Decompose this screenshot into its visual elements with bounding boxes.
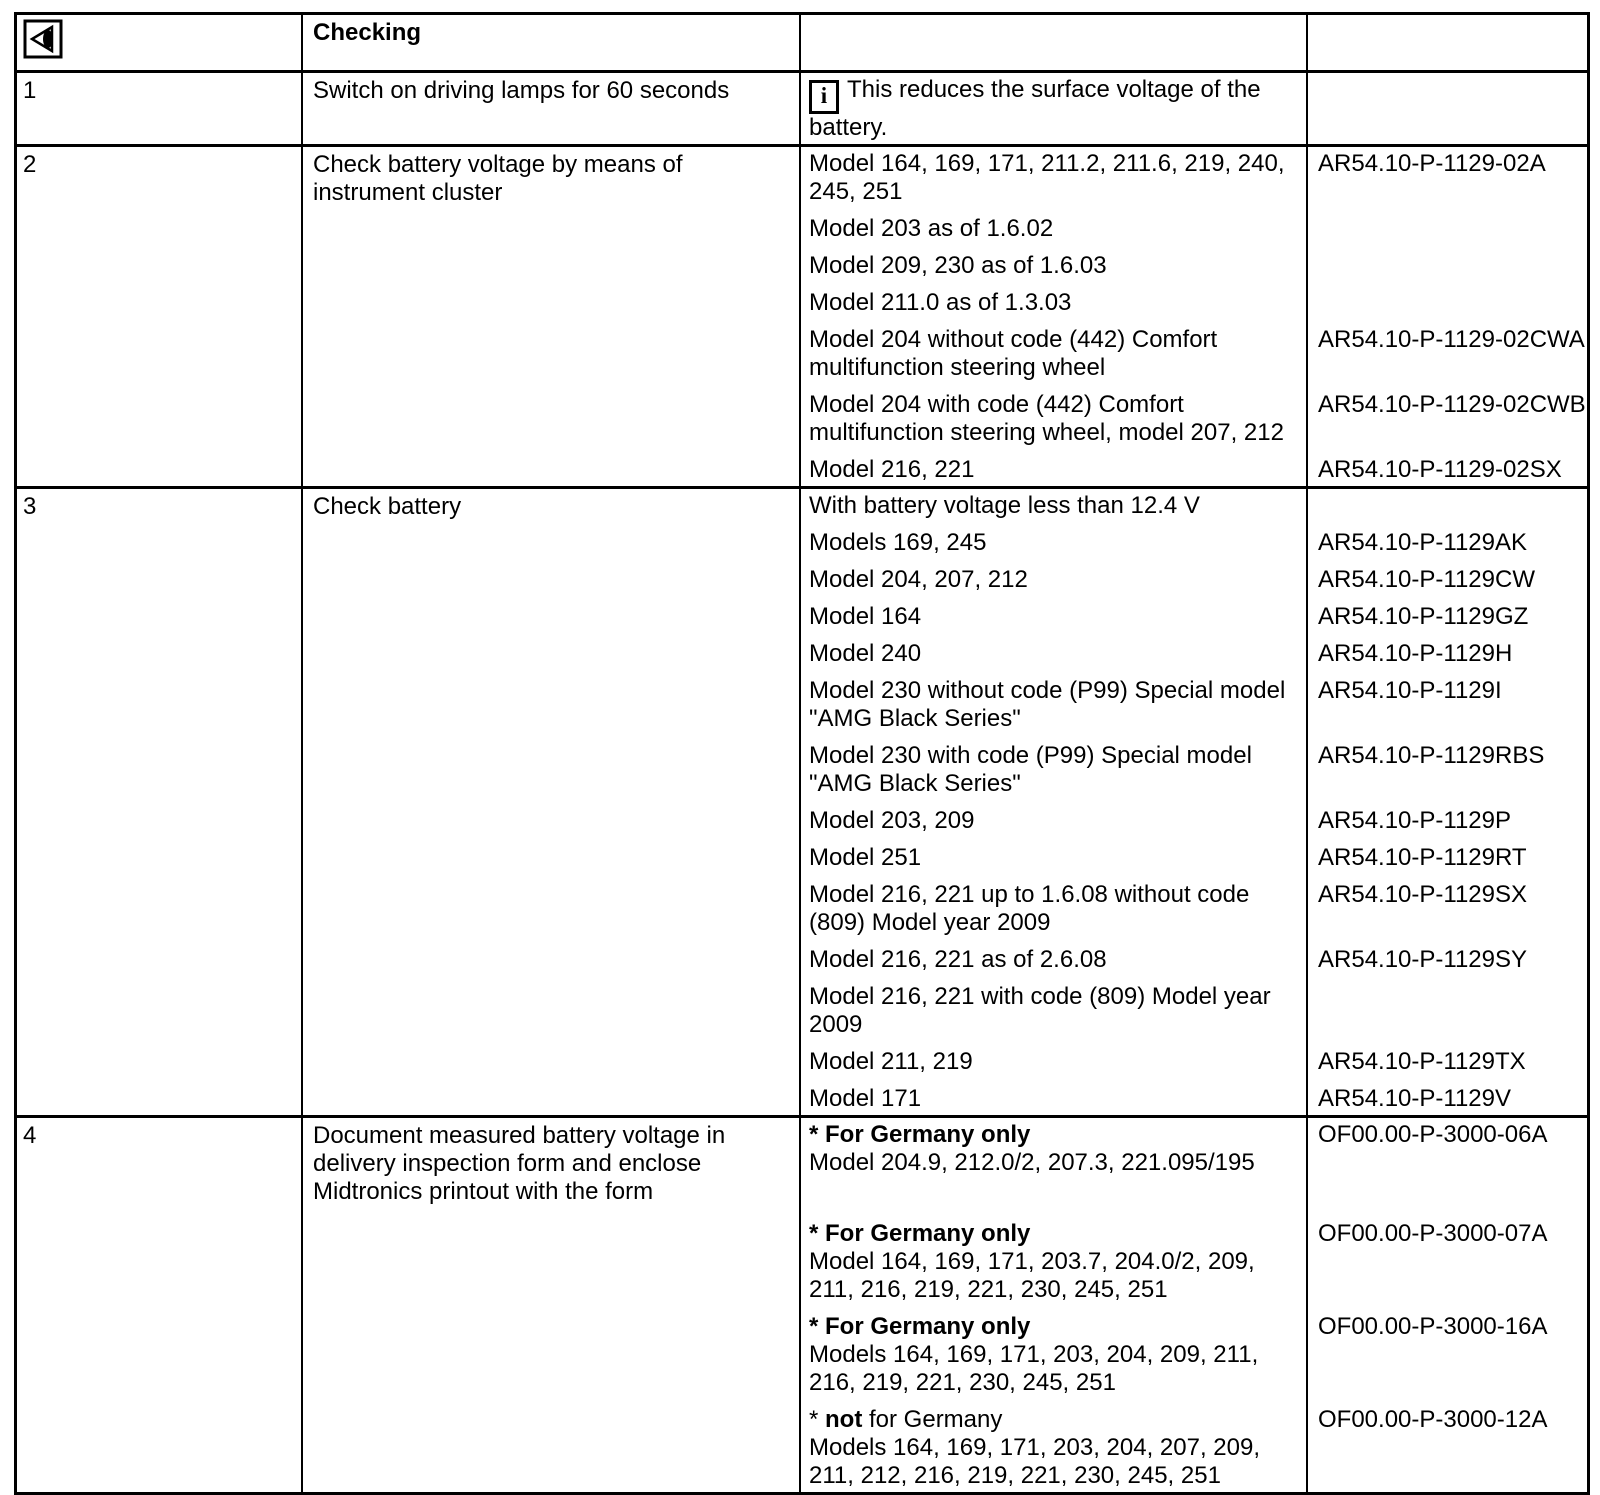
detail-entries: [801, 489, 1587, 1115]
header-empty-code: [1306, 15, 1587, 70]
detail-entry: [801, 489, 1587, 522]
detail-entry: [801, 245, 1587, 282]
header-empty-entry: [801, 15, 1587, 70]
entry-description-text: Model 216, 221: [809, 456, 975, 483]
entry-doc-code[interactable]: AR54.10-P-1129-02CWA: [1306, 319, 1589, 384]
detail-entry: [801, 147, 1587, 208]
row-details-cell: [801, 486, 1587, 1115]
entry-description-text: Model 204 without code (442) Comfort multifunction steering wheel: [809, 326, 1218, 381]
entry-doc-code[interactable]: [1306, 976, 1587, 1041]
entry-description-text: Models 164, 169, 171, 203, 204, 207, 209, 211, 212, 216, 219, 221, 230, 245, 251: [809, 1434, 1261, 1489]
entry-description: [801, 1213, 1306, 1306]
detail-entry: [801, 282, 1587, 319]
detail-entry: [801, 837, 1587, 874]
entry-description-text: Model 211, 219: [809, 1048, 973, 1075]
entry-description-text: Model 203 as of 1.6.02: [809, 215, 1054, 242]
entry-doc-code[interactable]: OF00.00-P-3000-07A: [1306, 1213, 1587, 1306]
entry-description: [801, 384, 1306, 449]
entry-doc-code[interactable]: AR54.10-P-1129RBS: [1306, 735, 1587, 800]
entry-description: [801, 837, 1306, 874]
detail-entry: [801, 522, 1587, 559]
row-number: 4: [17, 1115, 303, 1492]
entry-description: [801, 1399, 1306, 1492]
entry-description: [801, 1041, 1306, 1078]
entry-star-line: [809, 1121, 1302, 1149]
star-bold-text: * For Germany only: [809, 1313, 1031, 1340]
detail-entry: [801, 976, 1587, 1041]
detail-entry: [801, 1041, 1587, 1078]
entry-description-text: Model 209, 230 as of 1.6.03: [809, 252, 1107, 279]
entry-description: [801, 735, 1306, 800]
entry-description: [801, 596, 1306, 633]
entry-description-text: Model 203, 209: [809, 807, 975, 834]
entry-description-text: Model 204 with code (442) Comfort multifunction steering wheel, model 207, 212: [809, 391, 1284, 446]
detail-entry: [801, 1213, 1587, 1306]
detail-entry: [801, 939, 1587, 976]
entry-description-text: Model 211.0 as of 1.3.03: [809, 289, 1072, 316]
row-number: 1: [17, 70, 303, 144]
header-nav-cell: [17, 15, 303, 70]
entry-doc-code[interactable]: AR54.10-P-1129SY: [1306, 939, 1587, 976]
entry-doc-code[interactable]: AR54.10-P-1129-02SX: [1306, 449, 1587, 486]
entry-description-text: Models 169, 245: [809, 529, 987, 556]
entry-description-text: Model 216, 221 up to 1.6.08 without code (809) Model year 2009: [809, 881, 1250, 936]
entry-description: [801, 1118, 1306, 1213]
detail-entry: [801, 800, 1587, 837]
checking-table: [14, 12, 1590, 1495]
entry-description: [801, 522, 1306, 559]
entry-description: [801, 73, 1306, 144]
entry-description-text: Model 204.9, 212.0/2, 207.3, 221.095/195: [809, 1149, 1255, 1176]
entry-doc-code[interactable]: [1306, 282, 1587, 319]
detail-entry: [801, 559, 1587, 596]
entry-description: [801, 976, 1306, 1041]
entry-description: [801, 670, 1306, 735]
entry-doc-code[interactable]: AR54.10-P-1129TX: [1306, 1041, 1587, 1078]
entry-description-text: Model 240: [809, 640, 922, 667]
row-checking-text: Check battery: [303, 486, 801, 1115]
entry-doc-code[interactable]: AR54.10-P-1129GZ: [1306, 596, 1587, 633]
entry-doc-code[interactable]: OF00.00-P-3000-16A: [1306, 1306, 1587, 1399]
row-details-cell: [801, 144, 1587, 486]
entry-doc-code[interactable]: AR54.10-P-1129SX: [1306, 874, 1587, 939]
detail-entry: [801, 596, 1587, 633]
entry-description: [801, 939, 1306, 976]
star-bold-text: not: [825, 1406, 863, 1433]
star-suffix: for Germany: [862, 1406, 1003, 1433]
star-prefix: *: [809, 1406, 826, 1433]
entry-doc-code[interactable]: [1306, 73, 1587, 144]
entry-description-text: Model 164: [809, 603, 922, 630]
detail-entry: [801, 874, 1587, 939]
row-number: 2: [17, 144, 303, 486]
entry-description: [801, 874, 1306, 939]
row-checking-text: Switch on driving lamps for 60 seconds: [303, 70, 801, 144]
detail-entry: [801, 73, 1587, 144]
entry-description-text: Model 164, 169, 171, 203.7, 204.0/2, 209, 211, 216, 219, 221, 230, 245, 251: [809, 1248, 1255, 1303]
entry-description: [801, 633, 1306, 670]
entry-doc-code[interactable]: OF00.00-P-3000-12A: [1306, 1399, 1587, 1492]
entry-star-line: [809, 1220, 1302, 1248]
row-details-cell: [801, 70, 1587, 144]
back-triangle-icon[interactable]: [23, 19, 63, 59]
detail-entry: [801, 1078, 1587, 1115]
entry-doc-code[interactable]: [1306, 208, 1587, 245]
entry-description: [801, 559, 1306, 596]
entry-doc-code[interactable]: [1306, 489, 1587, 522]
row-number: 3: [17, 486, 303, 1115]
row-checking-text: Check battery voltage by means of instrument cluster: [303, 144, 801, 486]
star-bold-text: * For Germany only: [809, 1121, 1031, 1148]
entry-doc-code[interactable]: AR54.10-P-1129H: [1306, 633, 1587, 670]
entry-description-text: Model 204, 207, 212: [809, 566, 1028, 593]
entry-description: [801, 208, 1306, 245]
entry-description: [801, 800, 1306, 837]
entry-star-line: [809, 1313, 1302, 1341]
header-empty-desc: [801, 15, 1306, 70]
detail-entry: [801, 449, 1587, 486]
detail-entries: [801, 73, 1587, 144]
entry-doc-code[interactable]: AR54.10-P-1129-02A: [1306, 147, 1587, 208]
detail-entry: [801, 1118, 1587, 1213]
star-bold-text: * For Germany only: [809, 1220, 1031, 1247]
entry-star-line: [809, 1406, 1302, 1434]
entry-description: [801, 1078, 1306, 1115]
header-checking-label: Checking: [303, 15, 801, 70]
entry-description-text: Model 216, 221 with code (809) Model year 2009: [809, 983, 1271, 1038]
detail-entries: [801, 147, 1587, 486]
row-details-cell: [801, 1115, 1587, 1492]
entry-doc-code[interactable]: AR54.10-P-1129I: [1306, 670, 1587, 735]
detail-entry: [801, 670, 1587, 735]
detail-entry: [801, 319, 1587, 384]
header-details-cell: [801, 15, 1587, 70]
entry-description: [801, 489, 1306, 522]
entry-description-text: Model 251: [809, 844, 922, 871]
entry-doc-code[interactable]: AR54.10-P-1129CW: [1306, 559, 1587, 596]
row-checking-text: Document measured battery voltage in delivery inspection form and enclose Midtronics printout with the form: [303, 1115, 801, 1492]
entry-doc-code[interactable]: OF00.00-P-3000-06A: [1306, 1118, 1587, 1213]
entry-description-text: Model 230 without code (P99) Special model "AMG Black Series": [809, 677, 1286, 732]
entry-description-text: Model 230 with code (P99) Special model "AMG Black Series": [809, 742, 1252, 797]
entry-description: [801, 1306, 1306, 1399]
entry-description: [801, 245, 1306, 282]
entry-description-text: Models 164, 169, 171, 203, 204, 209, 211, 216, 219, 221, 230, 245, 251: [809, 1341, 1259, 1396]
entry-doc-code[interactable]: AR54.10-P-1129P: [1306, 800, 1587, 837]
entry-doc-code[interactable]: [1306, 245, 1587, 282]
entry-description: [801, 147, 1306, 208]
entry-description: [801, 282, 1306, 319]
detail-entry: [801, 208, 1587, 245]
entry-doc-code[interactable]: AR54.10-P-1129RT: [1306, 837, 1587, 874]
detail-entry: [801, 1306, 1587, 1399]
detail-entry: [801, 1399, 1587, 1492]
detail-entry: [801, 633, 1587, 670]
entry-description-text: Model 171: [809, 1085, 922, 1112]
entry-description-text: Model 216, 221 as of 2.6.08: [809, 946, 1107, 973]
info-icon: i: [809, 80, 839, 114]
detail-entry: [801, 735, 1587, 800]
entry-doc-code[interactable]: AR54.10-P-1129AK: [1306, 522, 1587, 559]
detail-entry: [801, 384, 1587, 449]
entry-description-text: Model 164, 169, 171, 211.2, 211.6, 219, 240, 245, 251: [809, 150, 1285, 205]
entry-description-text: With battery voltage less than 12.4 V: [809, 492, 1200, 519]
entry-doc-code[interactable]: AR54.10-P-1129V: [1306, 1078, 1587, 1115]
entry-doc-code[interactable]: AR54.10-P-1129-02CWB: [1306, 384, 1590, 449]
entry-description: [801, 449, 1306, 486]
detail-entries: [801, 1118, 1587, 1492]
entry-description-text: This reduces the surface voltage of the battery.: [809, 76, 1261, 141]
entry-description: [801, 319, 1306, 384]
